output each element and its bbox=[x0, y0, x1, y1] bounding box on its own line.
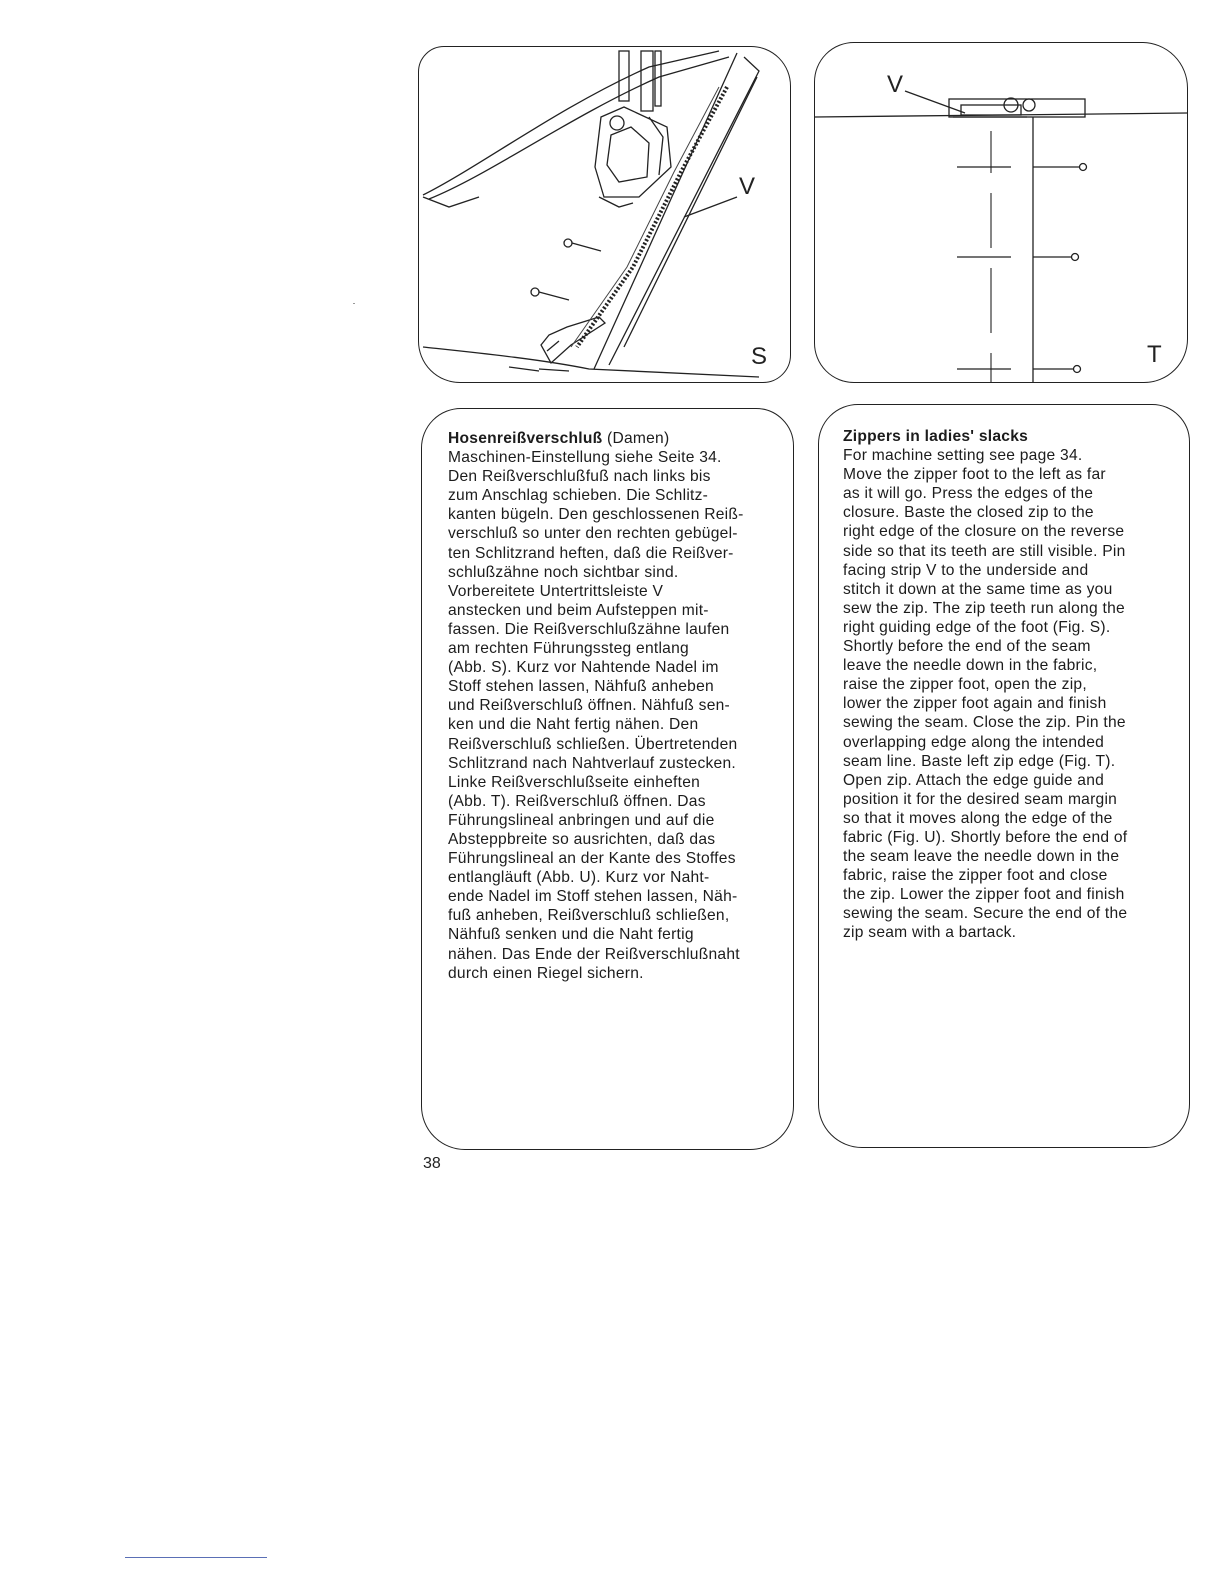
german-title: Hosenreißverschluß bbox=[448, 430, 603, 447]
english-instructions-text bbox=[843, 427, 1175, 943]
german-line: Den Reißverschlußfuß nach links bis bbox=[448, 468, 711, 486]
english-line: For machine setting see page 34. bbox=[843, 447, 1083, 465]
english-line: sewing the seam. Secure the end of the bbox=[843, 905, 1128, 923]
german-line: Linke Reißverschlußseite einheften bbox=[448, 773, 701, 791]
figure-t-illustration bbox=[815, 43, 1188, 383]
german-line: Schlitzrand nach Nahtverlauf zustecken. bbox=[448, 754, 736, 772]
english-line: zip seam with a bartack. bbox=[843, 924, 1017, 942]
english-line: leave the needle down in the fabric, bbox=[843, 657, 1098, 675]
german-instructions-panel bbox=[421, 408, 794, 1150]
german-line: Vorbereitete Untertrittsleiste V bbox=[448, 582, 664, 600]
german-line: Nähfuß senken und die Naht fertig bbox=[448, 926, 694, 944]
english-line: closure. Baste the closed zip to the bbox=[843, 504, 1094, 522]
german-title-line bbox=[448, 429, 779, 448]
german-line: und Reißverschluß öffnen. Nähfuß sen- bbox=[448, 697, 730, 715]
english-line: side so that its teeth are still visible. Pin bbox=[843, 542, 1126, 560]
german-line: Führungslineal an der Kante des Stoffes bbox=[448, 850, 736, 868]
figure-s-panel bbox=[418, 46, 791, 383]
german-line: Absteppbreite so ausrichten, daß das bbox=[448, 830, 716, 848]
english-line: overlapping edge along the intended bbox=[843, 733, 1105, 751]
english-line: lower the zipper foot again and finish bbox=[843, 695, 1107, 713]
german-line: Führungslineal anbringen und auf die bbox=[448, 811, 715, 829]
german-line: Maschinen-Einstellung siehe Seite 34. bbox=[448, 449, 722, 467]
german-line: am rechten Führungssteg entlang bbox=[448, 640, 689, 658]
figure-s-label: S bbox=[751, 343, 768, 370]
german-line: durch einen Riegel sichern. bbox=[448, 964, 644, 982]
german-line: (Abb. T). Reißverschluß öffnen. Das bbox=[448, 792, 706, 810]
figure-s-illustration bbox=[419, 47, 791, 383]
german-line: schlußzähne noch sichtbar sind. bbox=[448, 563, 679, 581]
german-line: entlangläuft (Abb. U). Kurz vor Naht- bbox=[448, 869, 710, 887]
page-number: 38 bbox=[423, 1155, 441, 1172]
german-line: verschluß so unter den rechten gebügel- bbox=[448, 525, 738, 543]
scan-speck bbox=[353, 303, 355, 304]
english-line: right edge of the closure on the reverse bbox=[843, 523, 1125, 541]
german-instructions-text bbox=[448, 429, 779, 983]
german-line: Reißverschluß schließen. Übertretenden bbox=[448, 735, 738, 753]
german-line: Stoff stehen lassen, Nähfuß anheben bbox=[448, 678, 714, 696]
english-line: right guiding edge of the foot (Fig. S). bbox=[843, 618, 1111, 636]
german-line: kanten bügeln. Den geschlossenen Reiß- bbox=[448, 506, 744, 524]
english-line: as it will go. Press the edges of the bbox=[843, 485, 1094, 503]
german-line: ten Schlitzrand heften, daß die Reißver- bbox=[448, 544, 734, 562]
english-line: seam line. Baste left zip edge (Fig. T). bbox=[843, 752, 1116, 770]
english-line: stitch it down at the same time as you bbox=[843, 580, 1113, 598]
english-line: the zip. Lower the zipper foot and finish bbox=[843, 886, 1125, 904]
english-line: so that it moves along the edge of the bbox=[843, 809, 1113, 827]
english-line: fabric, raise the zipper foot and close bbox=[843, 867, 1108, 885]
english-line: the seam leave the needle down in the bbox=[843, 848, 1120, 866]
english-line: Shortly before the end of the seam bbox=[843, 638, 1091, 656]
german-line: nähen. Das Ende der Reißverschlußnaht bbox=[448, 945, 740, 963]
german-line: zum Anschlag schieben. Die Schlitz- bbox=[448, 487, 709, 505]
english-line: raise the zipper foot, open the zip, bbox=[843, 676, 1087, 694]
german-line: fassen. Die Reißverschlußzähne laufen bbox=[448, 620, 730, 638]
german-line: (Abb. S). Kurz vor Nahtende Nadel im bbox=[448, 659, 719, 677]
english-line: Open zip. Attach the edge guide and bbox=[843, 771, 1105, 789]
english-instructions-panel bbox=[818, 404, 1190, 1148]
german-line: ende Nadel im Stoff stehen lassen, Näh- bbox=[448, 888, 738, 906]
figure-s-marker-v: V bbox=[739, 173, 756, 200]
figure-t-panel bbox=[814, 42, 1188, 383]
figure-t-label: T bbox=[1147, 341, 1162, 368]
english-line: fabric (Fig. U). Shortly before the end of bbox=[843, 828, 1128, 846]
english-line: position it for the desired seam margin bbox=[843, 790, 1118, 808]
german-line: anstecken und beim Aufsteppen mit- bbox=[448, 601, 709, 619]
english-line: sew the zip. The zip teeth run along the bbox=[843, 599, 1125, 617]
english-line: facing strip V to the underside and bbox=[843, 561, 1089, 579]
german-line: fuß anheben, Reißverschluß schließen, bbox=[448, 907, 730, 925]
english-title: Zippers in ladies' slacks bbox=[843, 428, 1029, 445]
footer-rule bbox=[125, 1557, 267, 1558]
german-line: ken und die Naht fertig nähen. Den bbox=[448, 716, 699, 734]
german-title-suffix: (Damen) bbox=[602, 430, 670, 447]
english-line: sewing the seam. Close the zip. Pin the bbox=[843, 714, 1126, 732]
figure-t-marker-v: V bbox=[887, 71, 904, 98]
english-line: Move the zipper foot to the left as far bbox=[843, 466, 1106, 484]
